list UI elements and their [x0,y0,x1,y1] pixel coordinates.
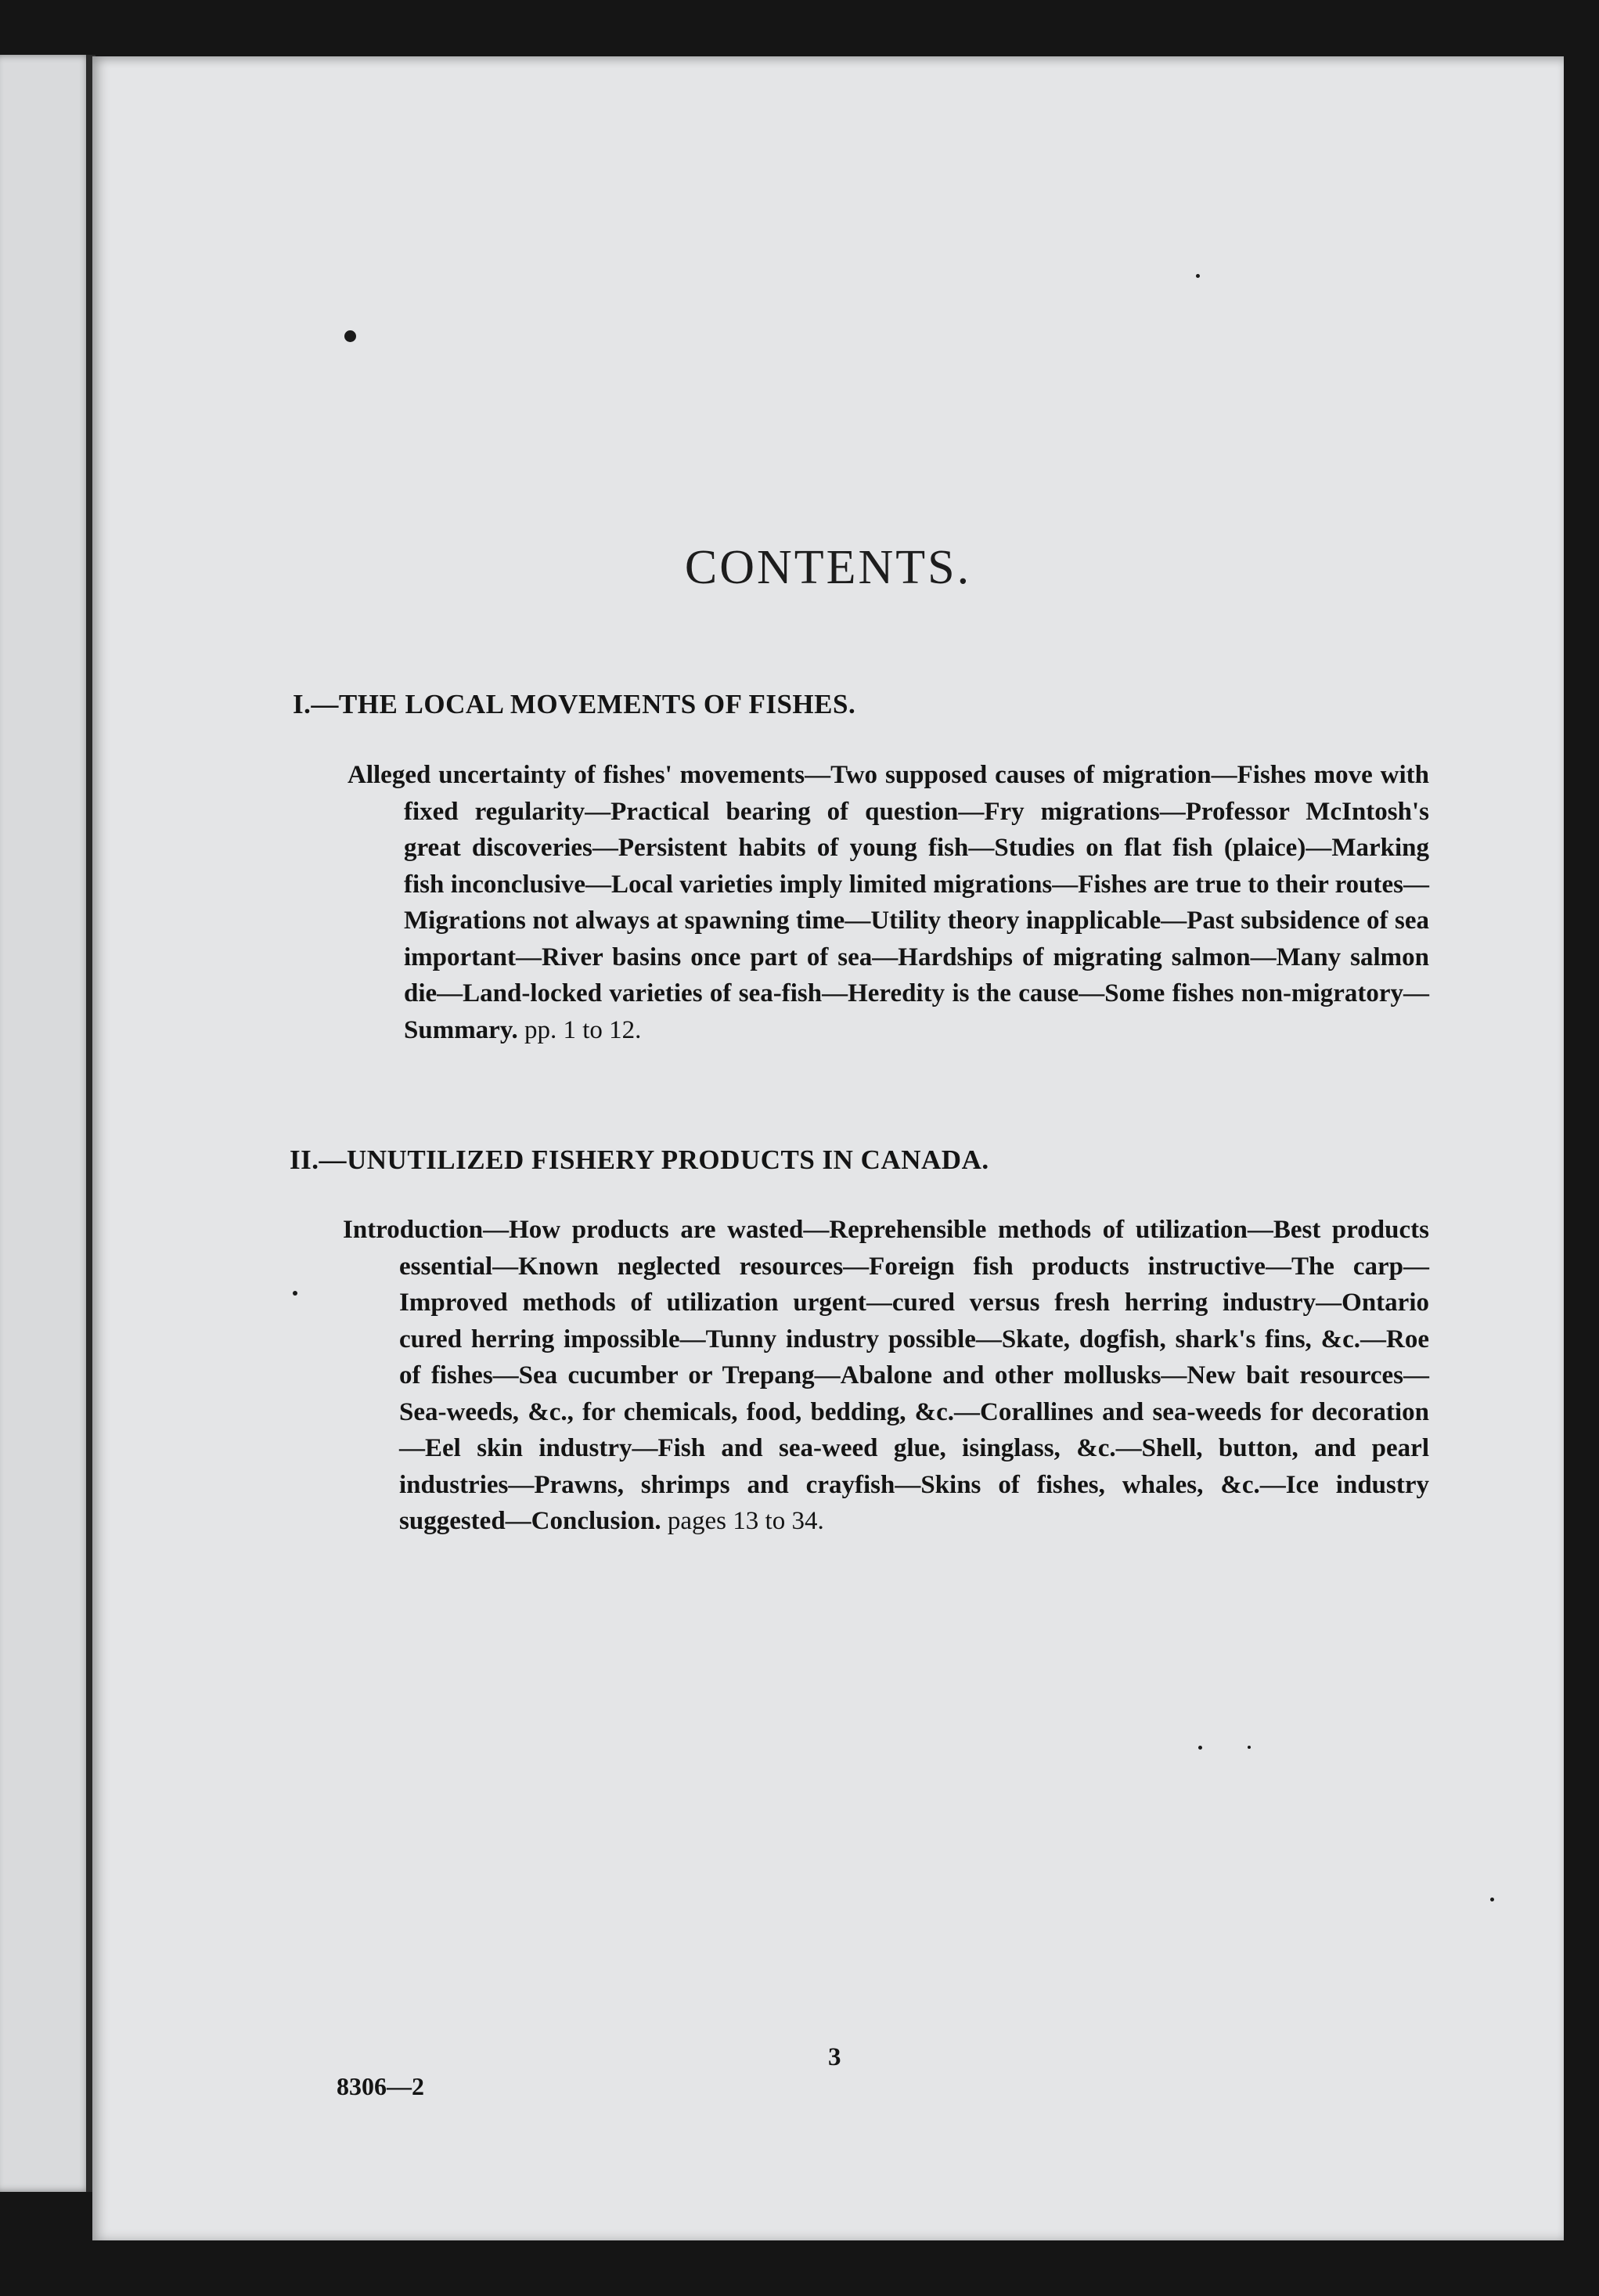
ink-speck [1248,1746,1251,1749]
ink-speck [1490,1898,1494,1901]
section-summary-1 [348,757,1429,1048]
section-heading-1: I.—THE LOCAL MOVEMENTS OF FISHES. [293,689,856,719]
summary-text: Introduction—How products are wasted—Reprehensible methods of utilization—Best products essential—Known neglected resources—Foreign fish products instructive—The carp—Improved methods of utilization urgent—cured versus fresh herring industry—Ontario cured herring impossible—Tunny industry possible—Skate, dogfish, shark's fins, &c.—Roe of fishes—Sea cucumber or Trepang—Abalone and other mollusks—New bait resources—Sea-weeds, &c., for chemicals, food, bedding, &c.—Corallines and sea-weeds for decoration—Eel skin industry—Fish and sea-weed glue, isinglass, &c.—Shell, button, and pearl industries—Prawns, shrimps and crayfish—Skins of fishes, whales, &c.—Ice industry suggested—Conclusion. [343,1216,1429,1535]
signature-mark: 8306—2 [337,2072,424,2100]
facing-page-edge [0,55,92,2192]
page-range: pages 13 to 34. [667,1507,824,1535]
ink-speck [344,330,356,342]
section-heading-2: II.—UNUTILIZED FISHERY PRODUCTS IN CANADA. [290,1144,989,1175]
ink-speck [1198,1746,1202,1750]
page-number: 3 [828,2043,841,2071]
summary-text: Alleged uncertainty of fishes' movements—Two supposed causes of migration—Fishes move with fixed regularity—Practical bearing of question—Fry migrations—Professor McIntosh's great discoveries—Persistent habits of young fish—Studies on flat fish (plaice)—Marking fish inconclusive—Local varieties imply limited migrations—Fishes are true to their routes—Migrations not always at spawning time—Utility theory inapplicable—Past subsidence of sea important—River basins once part of sea—Hardships of migrating salmon—Many salmon die—Land-locked varieties of sea-fish—Heredity is the cause—Some fishes non-migratory—Summary. [348,761,1429,1044]
page-title: CONTENTS. [684,541,972,594]
section-summary-2 [343,1212,1429,1540]
ink-speck [293,1291,297,1296]
page-range: pp. 1 to 12. [524,1015,642,1044]
document-page [92,56,1564,2240]
ink-speck [1196,274,1200,278]
